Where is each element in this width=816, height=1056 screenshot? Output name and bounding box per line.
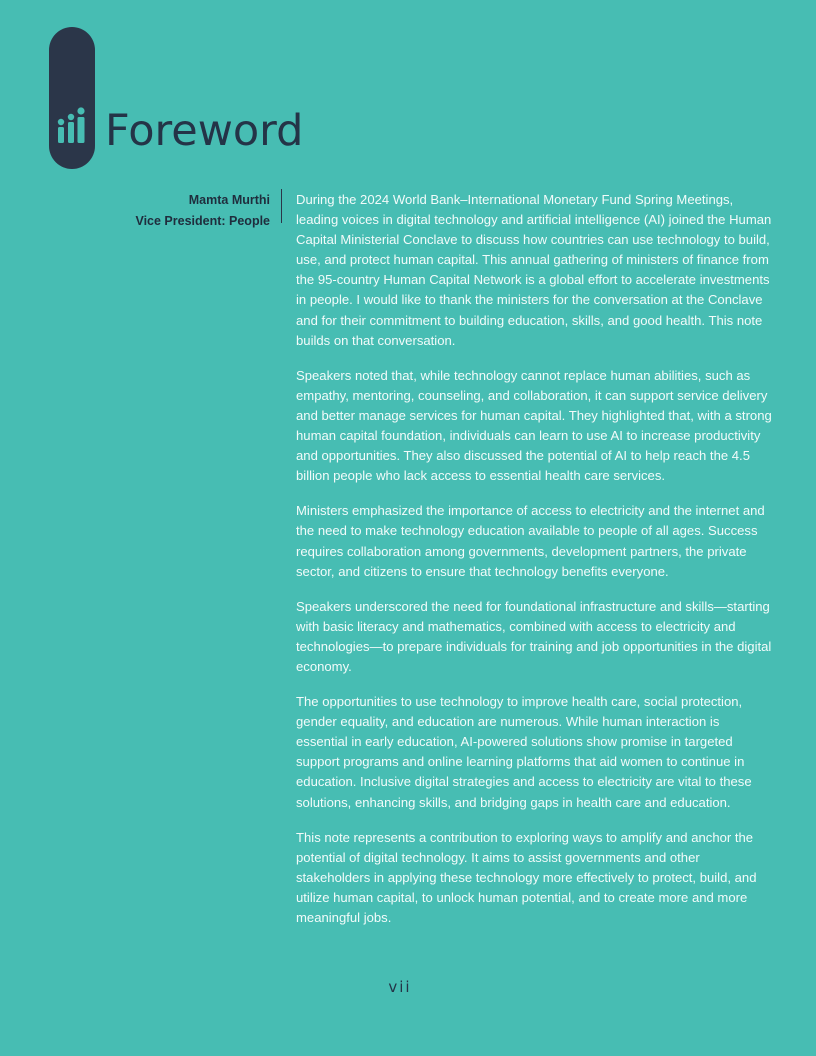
paragraph-1: During the 2024 World Bank–International Monetary Fund Spring Meetings, leading voices in digital technology and artificial intelligence (AI) joined the Human Capital Ministerial Conclave to discuss how countries can use technology to build, use, and protect human capital. This annual gathering of ministers of finance from the 95-country Human Capital Network is a global effort to accelerate investments in people. I would like to thank the ministers for the conversation at the Conclave and for their commitment to building education, skills, and good health. This note builds on that conversation. bbox=[296, 192, 772, 348]
paragraph-3: Ministers emphasized the importance of access to electricity and the internet and the need to make technology education available to people of all ages. Success requires collaboration among governments, development partners, the private sector, and citizens to ensure that technology benefits everyone. bbox=[296, 503, 765, 579]
author-block bbox=[135, 190, 270, 232]
paragraph-4: Speakers underscored the need for foundational infrastructure and skills—starting with basic literacy and mathematics, combined with access to electricity and technologies—to prepare individuals for training and job opportunities in the digital economy. bbox=[296, 598, 772, 674]
paragraph-6: This note represents a contribution to exploring ways to amplify and anchor the potential of digital technology. It aims to assist governments and other stakeholders in applying these technology more effectively to protect, build, and utilize human capital, to unlock human potential, and to create more and more meaningful jobs. bbox=[296, 829, 757, 925]
author-name: Mamta Murthi bbox=[188, 193, 270, 207]
foreword-body bbox=[296, 190, 772, 943]
paragraph-5: The opportunities to use technology to improve health care, social protection, gender equality, and education are numerous. While human interaction is essential in early education, AI-powered solutions show promise in targeted support programs and online learning platforms that aid women to continue in education. Inclusive digital strategies and access to electricity are vital to these solutions, enhancing skills, and bridging gaps in health care and education. bbox=[296, 694, 752, 810]
page-number bbox=[0, 978, 816, 996]
page-title: Foreword bbox=[105, 106, 304, 156]
bar-chart-people-icon bbox=[56, 106, 88, 144]
paragraph-2: Speakers noted that, while technology cannot replace human abilities, such as empathy, mentoring, counseling, and collaboration, it can support service delivery and better manage services for human capital. They highlighted that, with a strong human capital foundation, individuals can learn to use AI to increase productivity and opportunities. They also discussed the potential of AI to help reach the 4.5 billion people who lack access to essential health care services. bbox=[296, 367, 772, 484]
author-divider bbox=[281, 189, 282, 223]
header-pill bbox=[49, 27, 95, 169]
page-number-text: vii bbox=[388, 978, 412, 996]
author-role: Vice President: People bbox=[135, 214, 270, 228]
